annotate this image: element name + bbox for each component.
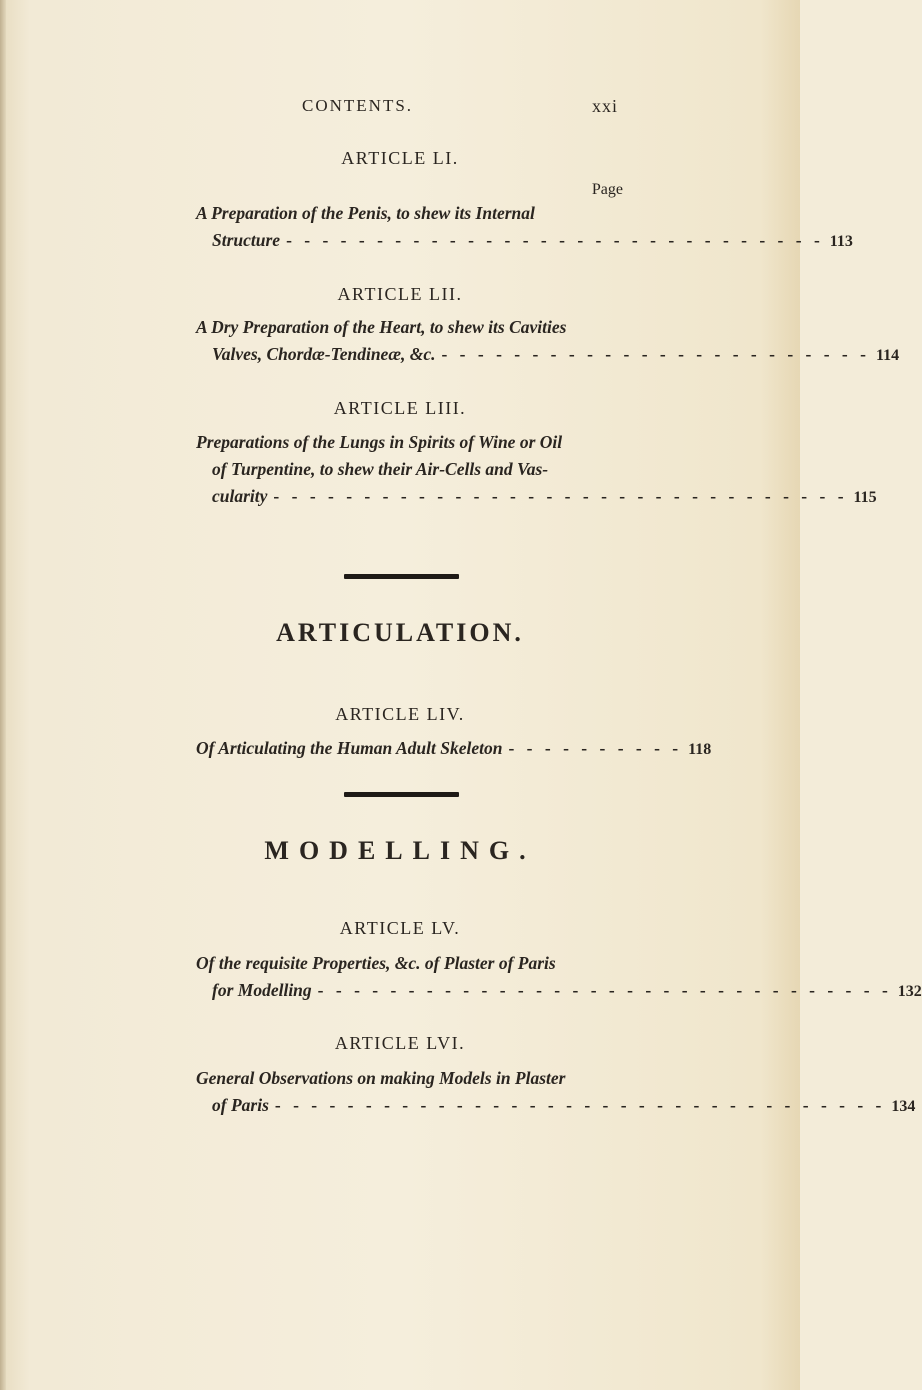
dot-leader: - - - - - - - - - - - - - - - - - - - - - - - - - - - - - - - - xyxy=(273,486,848,506)
entry-text: of Paris xyxy=(212,1095,269,1115)
entry-line xyxy=(196,200,626,227)
article-heading: ARTICLE LIII. xyxy=(333,398,467,418)
entry-text: A Dry Preparation of the Heart, to shew its Cavities xyxy=(196,317,567,337)
entry-page-number: 115 xyxy=(853,489,877,506)
entry-text: Valves, Chordæ-Tendineæ, &c. xyxy=(212,344,436,364)
article-heading: ARTICLE LVI. xyxy=(334,1033,466,1053)
page-edge xyxy=(0,0,6,1390)
entry-text: for Modelling xyxy=(212,980,312,1000)
article-heading: ARTICLE LI. xyxy=(341,148,459,168)
entry-text: Of Articulating the Human Adult Skeleton xyxy=(196,738,503,758)
entry-text: Structure xyxy=(212,230,281,250)
toc-entry xyxy=(196,735,712,763)
dot-leader: - - - - - - - - - - - - - - - - - - - - - - - - xyxy=(441,344,870,364)
toc-entry xyxy=(196,1065,916,1120)
entry-line xyxy=(196,735,712,763)
article-heading: ARTICLE LII. xyxy=(337,284,463,304)
entry-line xyxy=(196,227,853,255)
entry-page-number: 132 xyxy=(897,983,922,1000)
toc-entry xyxy=(196,950,922,1005)
entry-page-number: 113 xyxy=(829,233,853,250)
entry-line xyxy=(196,1092,916,1120)
section-heading: ARTICULATION. xyxy=(276,618,524,647)
section-rule xyxy=(344,574,459,579)
entry-text: General Observations on making Models in Plaster xyxy=(196,1068,566,1088)
header-page-number: xxi xyxy=(591,96,618,116)
entry-page-number: 118 xyxy=(688,741,712,758)
entry-text: Preparations of the Lungs in Spirits of Wine or Oil xyxy=(196,432,563,452)
header-title: CONTENTS. xyxy=(302,96,414,115)
toc-entry xyxy=(196,314,900,369)
entry-line xyxy=(196,429,626,456)
entry-text: A Preparation of the Penis, to shew its Internal xyxy=(196,203,535,223)
page-column-label: Page xyxy=(591,181,623,198)
dot-leader: - - - - - - - - - - - - - - - - - - - - - - - - - - - - - - xyxy=(286,230,824,250)
entry-page-number: 134 xyxy=(891,1098,916,1115)
entry-line xyxy=(196,483,877,511)
dot-leader: - - - - - - - - - - - - - - - - - - - - - - - - - - - - - - - - xyxy=(317,980,892,1000)
entry-line xyxy=(196,341,900,369)
section-heading: MODELLING. xyxy=(264,836,536,865)
entry-line xyxy=(196,977,922,1005)
toc-entry xyxy=(196,429,877,511)
entry-line xyxy=(196,1065,626,1092)
entry-text: of Turpentine, to shew their Air-Cells and Vas- xyxy=(212,459,549,479)
toc-entry xyxy=(196,200,853,255)
entry-text: Of the requisite Properties, &c. of Plaster of Paris xyxy=(196,953,556,973)
entry-line xyxy=(196,950,626,977)
section-rule xyxy=(344,792,459,797)
dot-leader: - - - - - - - - - - xyxy=(508,738,683,758)
article-heading: ARTICLE LV. xyxy=(339,918,461,938)
entry-line xyxy=(196,456,626,483)
entry-text: cularity xyxy=(212,486,268,506)
article-heading: ARTICLE LIV. xyxy=(335,704,465,724)
entry-line xyxy=(196,314,626,341)
dot-leader: - - - - - - - - - - - - - - - - - - - - - - - - - - - - - - - - - - xyxy=(274,1095,886,1115)
entry-page-number: 114 xyxy=(875,347,900,364)
